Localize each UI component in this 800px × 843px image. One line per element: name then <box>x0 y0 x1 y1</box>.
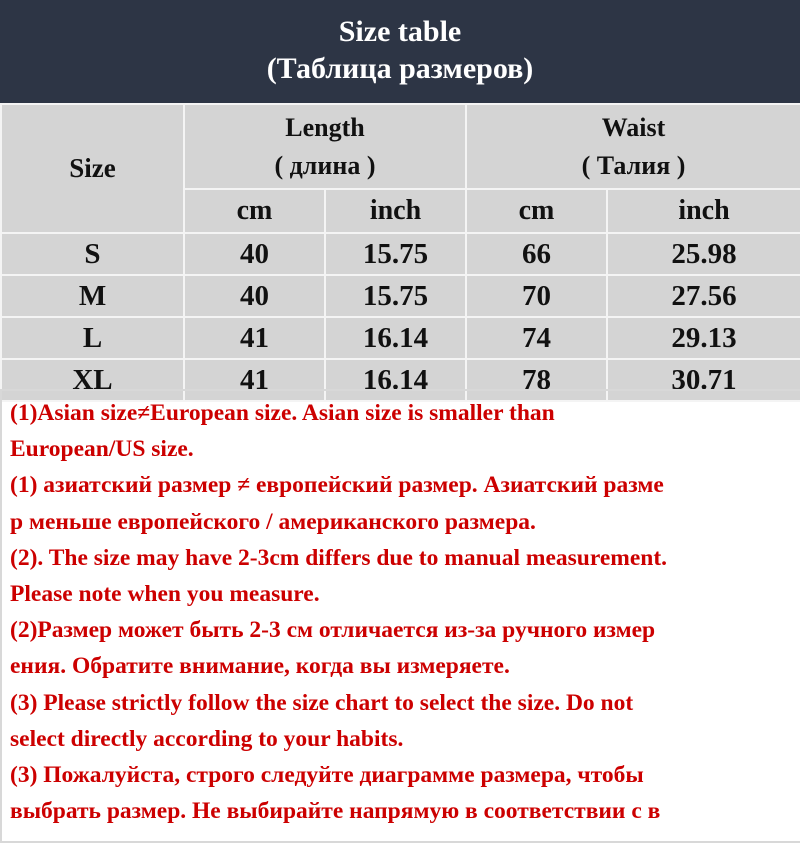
note-line: (1)Asian size≠European size. Asian size is smaller than <box>10 400 555 426</box>
waist-header-english: Waist <box>601 112 666 142</box>
note-line: (3) Please strictly follow the size chart to select the size. Do not <box>10 689 634 716</box>
unit-header-length-cm: cm <box>184 189 325 233</box>
note-line: выбрать размер. Не выбирайте напрямую в соответствии с в <box>10 798 661 825</box>
waist-cm-cell: 78 <box>466 359 607 401</box>
title-bar <box>0 0 800 103</box>
size-notes <box>0 389 800 843</box>
note-line: ения. Обратите внимание, когда вы измеряете. <box>10 653 510 680</box>
waist-inch-cell: 25.98 <box>607 233 800 275</box>
waist-inch-cell: 27.56 <box>607 275 800 317</box>
unit-header-length-inch: inch <box>325 189 466 233</box>
table-row <box>1 233 800 275</box>
waist-inch-cell: 29.13 <box>607 317 800 359</box>
note-line: European/US size. <box>10 436 194 463</box>
length-inch-cell: 15.75 <box>325 233 466 275</box>
waist-cm-cell: 66 <box>466 233 607 275</box>
length-header <box>184 104 466 189</box>
size-table <box>0 103 800 402</box>
note-line: (3) Пожалуйста, строго следуйте диаграмме размера, чтобы <box>10 762 644 789</box>
title-english: Size table <box>338 15 462 48</box>
table-row <box>1 317 800 359</box>
note-line: (2)Размер может быть 2-3 см отличается из-за ручного измер <box>10 617 656 644</box>
title-russian: (Таблица размеров) <box>266 52 534 85</box>
waist-cm-cell: 70 <box>466 275 607 317</box>
unit-header-waist-inch: inch <box>607 189 800 233</box>
length-header-english: Length <box>285 112 365 142</box>
length-inch-cell: 16.14 <box>325 317 466 359</box>
table-row <box>1 275 800 317</box>
size-cell: L <box>1 317 184 359</box>
note-line: (1) азиатский размер ≠ европейский размер. Азиатский разме <box>10 472 664 499</box>
length-cm-cell: 41 <box>184 359 325 401</box>
note-line: Please note when you measure. <box>10 581 320 608</box>
note-line: select directly according to your habits. <box>10 725 404 752</box>
waist-cm-cell: 74 <box>466 317 607 359</box>
length-header-russian: ( длина ) <box>274 150 376 180</box>
unit-header-waist-cm: cm <box>466 189 607 233</box>
length-cm-cell: 40 <box>184 233 325 275</box>
note-line: р меньше европейского / американского размера. <box>10 508 536 535</box>
length-inch-cell: 15.75 <box>325 275 466 317</box>
waist-header-russian: ( Талия ) <box>581 150 686 180</box>
size-cell: M <box>1 275 184 317</box>
length-inch-cell: 16.14 <box>325 359 466 401</box>
note-line: (2). The size may have 2-3cm differs due to manual measurement. <box>10 544 668 571</box>
size-cell: S <box>1 233 184 275</box>
waist-inch-cell: 30.71 <box>607 359 800 401</box>
size-cell: XL <box>1 359 184 401</box>
length-cm-cell: 41 <box>184 317 325 359</box>
length-cm-cell: 40 <box>184 275 325 317</box>
size-column-header: Size <box>1 104 184 233</box>
waist-header <box>466 104 800 189</box>
